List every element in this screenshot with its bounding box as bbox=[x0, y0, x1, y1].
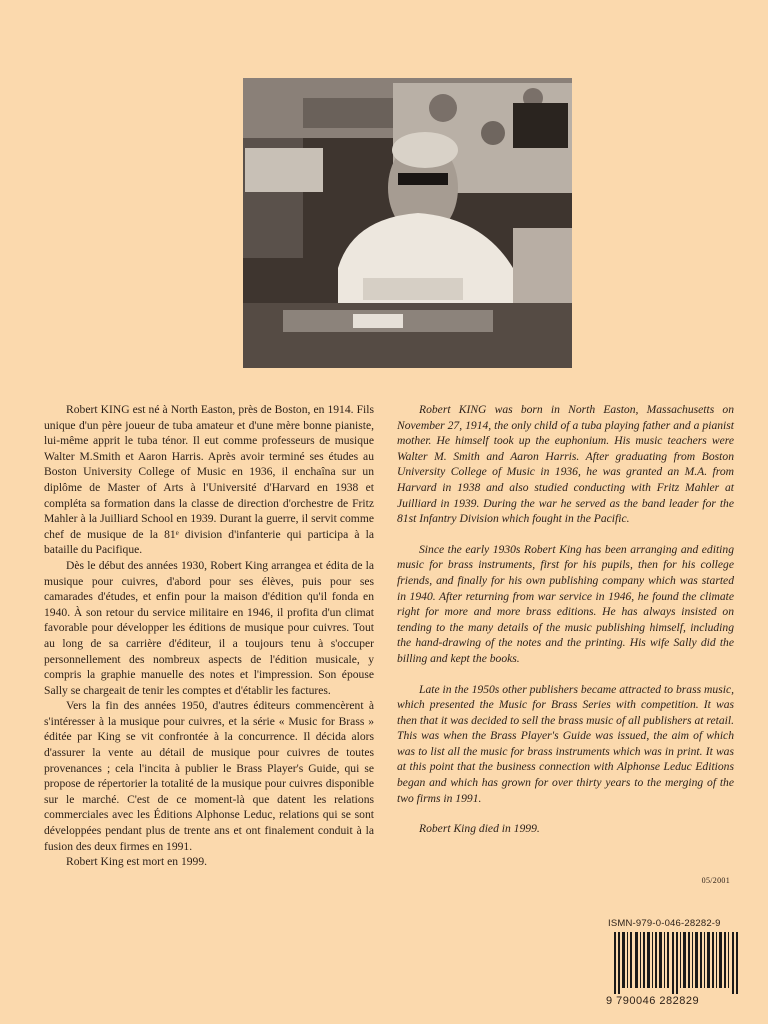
french-paragraph: Robert KING est né à North Easton, près de Boston, en 1914. Fils unique d'un père joueur de tuba amateur et d'une mère bonne pianiste, lui-même apprit le tuba ténor. Il eut comme professeurs de musique Walter M.Smith et Aaron Harris. Après avoir terminé ses études au Boston University College of Music en 1936, il enchaîna sur un diplôme de Master of Arts à l'Université d'Harvard en 1938 et compléta sa formation dans la classe de direction d'orchestre de Fritz Mahler à la Juilliard School en 1939. Durant la guerre, il servit comme chef de musique de la 81ᵉ division d'infanterie qui participa à la bataille du Pacifique. bbox=[44, 403, 374, 557]
ismn-label: ISMN-979-0-046-28282-9 bbox=[608, 918, 721, 929]
french-paragraph: Dès le début des années 1930, Robert King arrangea et édita de la musique pour cuivres, d'abord pour ses élèves, puis pour ses camarades d'études, et enfin pour la maison d'édition qu'il fonda en 1940. À son retour du service militaire en 1946, il profita d'un climat favorable pour développer les éditions de musique pour cuivres. Tout au long de sa carrière d'éditeur, il a toujours tenu à s'occuper personnellement des nombreux aspects de l'édition musicale, y compris la graphie manuelle des notes et l'impression. Son épouse Sally se chargeait de tenir les comptes et d'établir les factures. bbox=[44, 558, 374, 697]
biography-english bbox=[397, 402, 734, 852]
date-code: 05/2001 bbox=[701, 876, 730, 885]
barcode bbox=[606, 918, 740, 1010]
english-paragraph: Late in the 1950s other publishers became attracted to brass music, which presented the Music for Brass Series with competition. It was then that it was decided to sell the brass music of all publishers at retail. This was when the Brass Player's Guide was issued, the aim of which was to list all the music for brass instruments which was in print. It was at this point that the business connection with Alphonse Leduc Editions began and which has grown for over thirty years to the merging of the two firms in 1991. bbox=[397, 682, 734, 805]
barcode-bars bbox=[614, 932, 738, 994]
barcode-digits: 9 790046 282829 bbox=[606, 995, 700, 1007]
english-paragraph: Since the early 1930s Robert King has been arranging and editing music for brass instruments, first for his pupils, then for his college friends, and finally for his own publishing company which was started in 1940. After returning from war service in 1946, he found the climate right for more and more brass editions. He has always insisted on tending to the many details of the music publishing himself, including the hand-drawing of the notes and the printing. His wife Sally did the billing and kept the books. bbox=[397, 542, 734, 665]
english-paragraph: Robert King died in 1999. bbox=[419, 822, 540, 836]
french-paragraph: Vers la fin des années 1950, d'autres éditeurs commencèrent à s'intéresser à la musique pour cuivres, et la série « Music for Brass » éditée par King se vit confrontée à la concurrence. Il décida alors d'assurer la vente au détail de musique pour cuivres de toutes provenances ; cela l'incita à publier le Brass Player's Guide, qui se propose de répertorier la totalité de la musique pour cuivres disponible sur le marché. C'est de ce moment-là que datent les relations commerciales avec les Éditions Alphonse Leduc, relations qui se sont développées pendant plus de trente ans et ont finalement conduit à la fusion des deux firmes en 1991. bbox=[44, 699, 374, 853]
english-paragraph: Robert KING was born in North Easton, Massachusetts on November 27, 1914, the only child of a tuba playing father and a pianist mother. He himself took up the euphonium. His music teachers were Walter M. Smith and Aaron Harris. After graduating from Boston University College of Music in 1936, he was granted an M.A. from Harvard in 1938 and also studied conducting with Fritz Mahler at Juilliard in 1939. During the war he served as the band leader for the 81st Infantry Division which fought in the Pacific. bbox=[397, 403, 734, 526]
french-paragraph: Robert King est mort en 1999. bbox=[66, 855, 208, 869]
portrait-photo bbox=[243, 78, 572, 368]
biography-french bbox=[44, 402, 374, 870]
